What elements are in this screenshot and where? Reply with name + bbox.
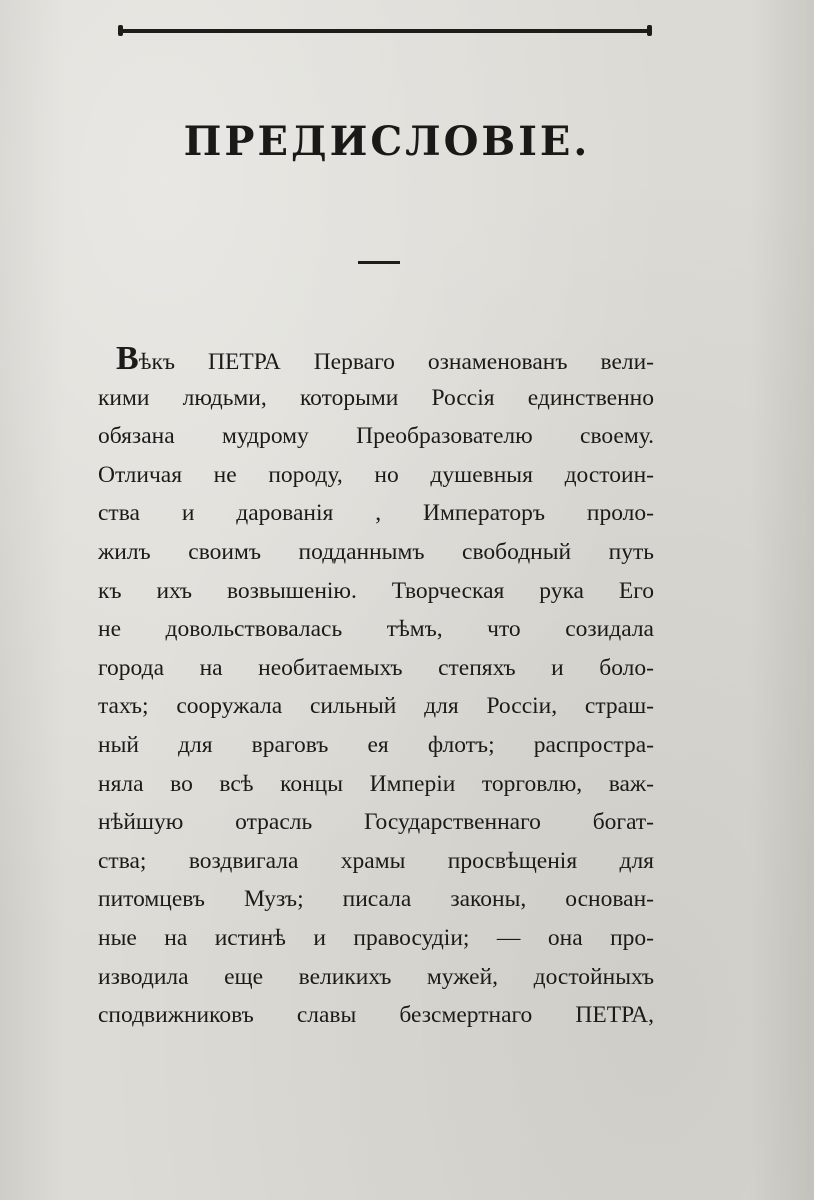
body-line: города на необитаемыхъ степяхъ и боло- — [98, 654, 654, 681]
drop-cap: В — [116, 340, 139, 377]
body-line: тахъ; сооружала сильный для Россіи, страш- — [98, 693, 654, 720]
body-line: изводила еще великихъ мужей, достойныхъ — [98, 963, 654, 990]
body-line: няла во всѣ концы Имперіи торговлю, важ- — [98, 770, 654, 797]
body-line: ства и дарованія , Императоръ проло- — [98, 500, 654, 527]
header-rule — [118, 25, 652, 35]
body-text — [98, 340, 654, 1035]
body-line: ства; воздвигала храмы просвѣщенія для — [98, 847, 654, 874]
body-line: ные на истинѣ и правосудіи; — она про- — [98, 924, 654, 951]
body-line: питомцевъ Музъ; писала законы, основан- — [98, 886, 654, 913]
body-line: къ ихъ возвышенію. Творческая рука Его — [98, 577, 654, 604]
body-line: кими людьми, которыми Россія единственно — [98, 384, 654, 411]
header-rule-right-cap — [647, 25, 652, 36]
body-line: ный для враговъ ея флотъ; распростра- — [98, 731, 654, 758]
body-line: сподвижниковъ славы безсмертнаго ПЕТРА, — [98, 1002, 654, 1029]
body-line: жилъ своимъ подданнымъ свободный путь — [98, 538, 654, 565]
title-divider — [358, 261, 400, 264]
body-line: не довольствовалась тѣмъ, что созидала — [98, 616, 654, 643]
body-line — [98, 340, 654, 379]
body-line: Отличая не породу, но душевныя достоин- — [98, 461, 654, 488]
body-line: нѣйшую отрасль Государственнаго богат- — [98, 809, 654, 836]
body-line-text: ѣкъ ПЕТРА Перваго ознаменованъ вели- — [138, 349, 654, 375]
page-title: ПРЕДИСЛОВІЕ. — [183, 118, 591, 165]
header-rule-line — [120, 29, 650, 33]
body-line: обязана мудрому Преобразователю своему. — [98, 423, 654, 450]
